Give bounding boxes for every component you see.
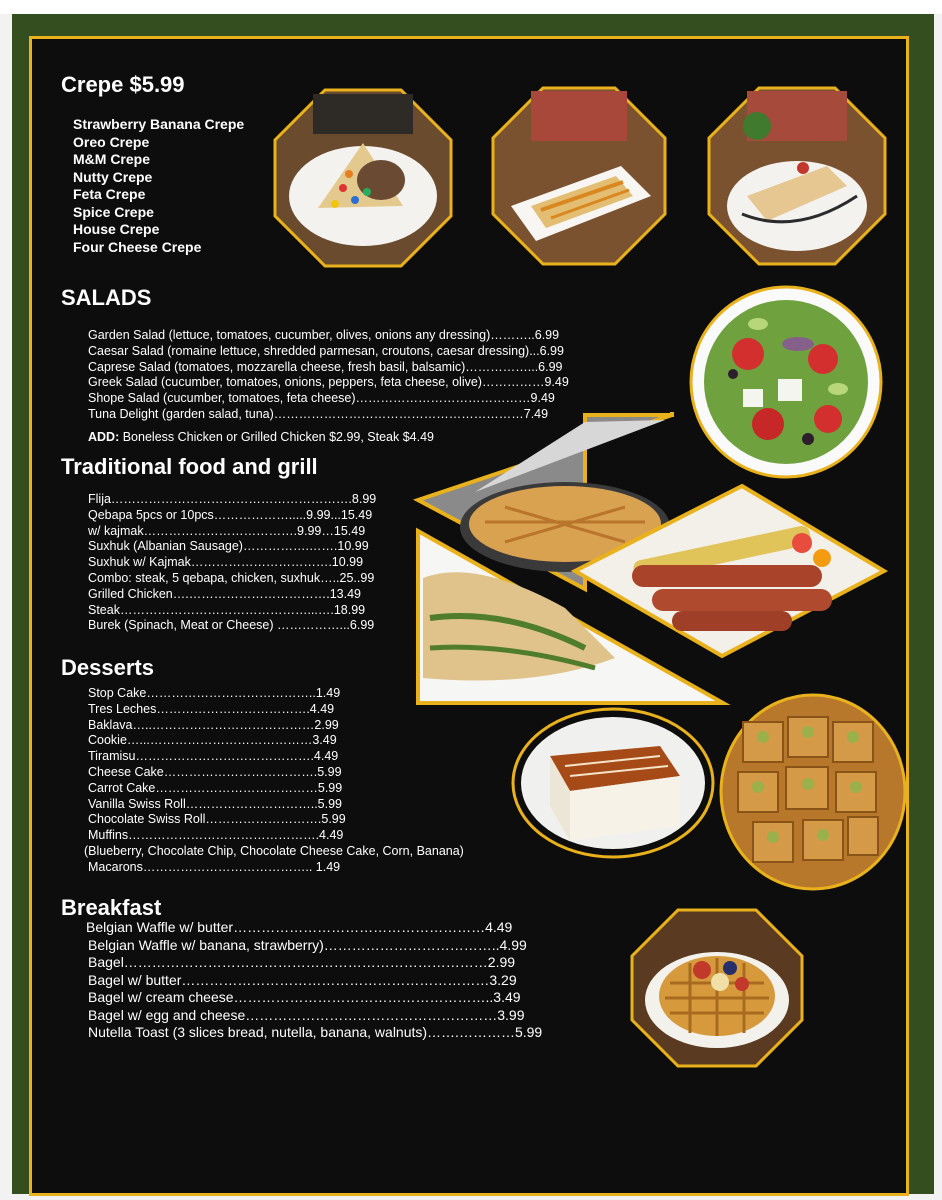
list-item: Belgian Waffle w/ butter………………………………………………4.49 <box>86 919 513 935</box>
list-item: House Crepe <box>73 221 160 237</box>
salads-section-title: SALADS <box>61 285 152 310</box>
list-item: Muffins……………………………………….4.49 <box>88 828 344 843</box>
list-item: Bagel w/ cream cheese………………………………………………..3.49 <box>88 989 521 1005</box>
list-item: Oreo Crepe <box>73 133 150 150</box>
list-item: Suxhuk (Albanian Sausage)…………….…….10.99 <box>88 539 369 554</box>
crepe-mm-photo <box>273 88 453 268</box>
list-item: Cookie…...…………………………………3.49 <box>88 733 337 748</box>
list-item: Bagel w/ egg and cheese………………………………………………3.99 <box>88 1006 525 1023</box>
list-item: Caprese Salad (tomatoes, mozzarella cheese, fresh basil, balsamic)……………...6.99 <box>88 359 563 374</box>
salads-list <box>88 328 569 423</box>
list-item: Feta Crepe <box>73 186 146 202</box>
list-item: Nutella Toast (3 slices bread, nutella, banana, walnuts)…….…………5.99 <box>88 1024 543 1040</box>
list-item: Burek (Spinach, Meat or Cheese) ……………...6.99 <box>88 618 375 633</box>
list-item: Tres Leches……………………………….4.49 <box>88 701 335 716</box>
add-text: Boneless Chicken or Grilled Chicken $2.99, Steak $4.49 <box>119 430 435 444</box>
list-item: M&M Crepe <box>73 151 151 167</box>
crepe-list <box>73 116 244 256</box>
list-item: Stop Cake…………………………………..1.49 <box>88 686 341 700</box>
crepe-house-photo <box>707 86 887 266</box>
list-item: Greek Salad (cucumber, tomatoes, onions, peppers, feta cheese, olive)……………9.49 <box>88 375 569 390</box>
list-item: Tiramisu…………………………………….4.49 <box>88 749 339 764</box>
list-item: Strawberry Banana Crepe <box>73 116 245 132</box>
page-top-strip <box>0 0 942 14</box>
tres-leches-photo <box>510 706 716 860</box>
list-item: Bagel w/ butter…………………………………………………………3.29 <box>88 971 517 988</box>
desserts-section-title: Desserts <box>61 655 154 680</box>
list-item: Grilled Chicken….…………………………….13.49 <box>88 586 361 601</box>
list-item: Steak………………………………………...….18.99 <box>88 602 366 617</box>
list-item: Baklava…..…………………………………2.99 <box>88 717 339 732</box>
salad-add-ons <box>88 430 434 444</box>
list-item: Vanilla Swiss Roll…………………………..5.99 <box>88 796 342 811</box>
list-item: Combo: steak, 5 qebapa, chicken, suxhuk…..25..99 <box>88 570 375 585</box>
list-item: Belgian Waffle w/ banana, strawberry)………………………………..4.99 <box>88 936 527 953</box>
crepe-caramel-photo <box>491 86 667 266</box>
list-item: Nutty Crepe <box>73 168 153 185</box>
breakfast-section-title: Breakfast <box>61 895 162 920</box>
add-label: ADD: <box>88 430 120 444</box>
list-item: Garden Salad (lettuce, tomatoes, cucumber, olives, onions any dressing)………..6.99 <box>88 328 560 342</box>
list-item: Bagel……………………………………………………………………2.99 <box>88 954 516 970</box>
list-item: Shope Salad (cucumber, tomatoes, feta cheese)……………………………………9.49 <box>88 391 555 406</box>
list-item: Macarons………………………………….. 1.49 <box>88 859 341 874</box>
list-item: Four Cheese Crepe <box>73 238 202 255</box>
burek-photo <box>415 528 727 708</box>
list-item: Caesar Salad (romaine lettuce, shredded parmesan, croutons, caesar dressing)...6.99 <box>88 343 564 358</box>
salad-photo <box>688 284 884 480</box>
crepe-section-title: Crepe $5.99 <box>61 72 185 97</box>
desserts-list <box>84 686 464 876</box>
baklava-photo <box>718 692 908 892</box>
traditional-section-title: Traditional food and grill <box>61 454 318 479</box>
list-item: Suxhuk w/ Kajmak…………………………….10.99 <box>88 555 364 570</box>
list-item: Flija………………………………………………….8.99 <box>88 492 377 506</box>
list-item: Cheese Cake……………………………….5.99 <box>88 764 342 779</box>
waffle-photo <box>630 908 804 1068</box>
traditional-list <box>88 492 376 634</box>
list-item: w/ kajmak……………………………….9.99…15.49 <box>88 523 366 538</box>
list-item: Qebapa 5pcs or 10pcs……………….....9.99...15.49 <box>88 507 373 522</box>
list-item: Carrot Cake…………………………………5.99 <box>88 780 343 795</box>
list-item: (Blueberry, Chocolate Chip, Chocolate Cheese Cake, Corn, Banana) <box>84 843 464 858</box>
breakfast-list <box>86 919 542 1042</box>
list-item: Chocolate Swiss Roll……………………….5.99 <box>88 812 346 827</box>
list-item: Spice Crepe <box>73 203 154 220</box>
list-item: Tuna Delight (garden salad, tuna)……………………………………………………7.49 <box>88 406 549 421</box>
